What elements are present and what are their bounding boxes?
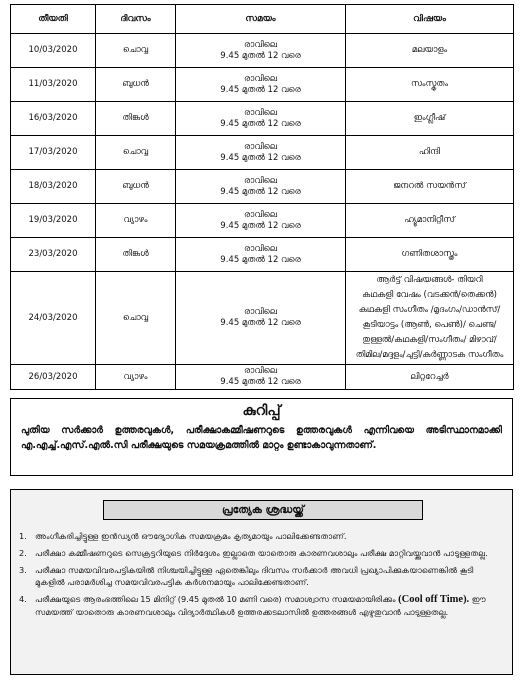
list-item [19, 547, 504, 559]
time-session: രാവിലെ [243, 366, 278, 376]
subject-line: ആർട്ട് വിഷയങ്ങൾ- തിയറി [376, 275, 483, 285]
day-cell: വ്യാഴം [96, 365, 176, 390]
cool-off-time: (Cool off Time). [398, 594, 470, 605]
time-session: രാവിലെ [243, 73, 278, 84]
subject-cell: ഹ്യൂമാനിറ്റീസ് [346, 204, 514, 238]
date-cell: 11/03/2020 [11, 68, 96, 102]
instruction-list [19, 530, 504, 623]
time-range: 9.45 മുതൽ 12 വരെ [220, 254, 301, 265]
item-text-part: പരീക്ഷയുടെ ആരംഭത്തിലെ 15 മിനിറ്റ് (9.45 മുതൽ 10 മണി വരെ) സമാശ്വാസ സമയമായിരിക്കും [35, 594, 396, 604]
subject-line: തിമില/മദ്ദളം/ചുട്ടി/കർണ്ണാടക സംഗീതം [355, 350, 504, 360]
time-cell [176, 170, 346, 204]
time-cell [176, 204, 346, 238]
subject-cell: ജനറൽ സയൻസ് [346, 170, 514, 204]
table-row [11, 170, 514, 204]
special-attention-title: പ്രത്യേക ശ്രദ്ധയ്ക്ക് [103, 500, 423, 520]
time-cell [176, 365, 346, 390]
special-attention-box [10, 489, 513, 675]
subject-cell: ലിറ്ററേച്ചർ [346, 365, 514, 390]
time-session: രാവിലെ [243, 243, 278, 254]
time-session: രാവിലെ [243, 39, 278, 50]
time-cell [176, 102, 346, 136]
time-cell [176, 34, 346, 68]
table-row [11, 365, 514, 390]
time-range: 9.45 മുതൽ 12 വരെ [220, 152, 301, 163]
list-item [19, 530, 504, 542]
item-number: 1. [19, 531, 27, 541]
date-cell: 26/03/2020 [11, 365, 96, 390]
day-cell: തിങ്കൾ [96, 102, 176, 136]
time-range: 9.45 മുതൽ 12 വരെ [220, 186, 301, 197]
time-session: രാവിലെ [243, 175, 278, 186]
time-range: 9.45 മുതൽ 12 വരെ [220, 118, 301, 129]
time-session: രാവിലെ [243, 141, 278, 152]
day-cell: വ്യാഴം [96, 204, 176, 238]
subject-line: കൂടിയാട്ടം (ആൺ, പെൺ)/ ചെണ്ട/ [362, 320, 497, 330]
item-number: 3. [19, 565, 27, 575]
subject-cell: ഇംഗ്ലീഷ് [346, 102, 514, 136]
header-subject: വിഷയം [346, 5, 514, 34]
table-row [11, 102, 514, 136]
time-range: 9.45 മുതൽ 12 വരെ [220, 318, 301, 328]
time-session: രാവിലെ [243, 307, 278, 317]
subject-cell: ഗണിതശാസ്ത്രം [346, 238, 514, 272]
item-text: പരീക്ഷാ കമ്മീഷണറുടെ സെക്രട്ടറിയുടെ നിർദ്ദേശം ഇല്ലാതെ യാതൊരു കാരണവശാലും പരീക്ഷ മാറ്റിവയ്ക്കുവാൻ പാടുള്ളതല്ല. [35, 548, 488, 558]
subject-cell [346, 272, 514, 365]
time-session: രാവിലെ [243, 209, 278, 220]
day-cell: ചൊവ്വ [96, 34, 176, 68]
day-cell: ചൊവ്വ [96, 272, 176, 365]
header-time: സമയം [176, 5, 346, 34]
day-cell: ബുധൻ [96, 170, 176, 204]
note-box [10, 398, 513, 476]
subject-line: കഥകളി വേഷം (വടക്കൻ/തെക്കൻ) [362, 290, 497, 300]
time-session: രാവിലെ [243, 107, 278, 118]
item-text-part: ഈ സമയത്ത് യാതൊരു കാരണവശാലും വിദ്യാർത്ഥികൾ ഉത്തരക്കടലാസിൽ ഉത്തരങ്ങൾ എഴുതുവാൻ പാടുള്ളതല്ല. [35, 594, 486, 617]
date-cell: 17/03/2020 [11, 136, 96, 170]
list-item [19, 593, 504, 618]
date-cell: 16/03/2020 [11, 102, 96, 136]
date-cell: 24/03/2020 [11, 272, 96, 365]
day-cell: തിങ്കൾ [96, 238, 176, 272]
time-cell [176, 136, 346, 170]
item-number: 2. [19, 548, 27, 558]
table-row [11, 238, 514, 272]
item-text [35, 593, 504, 618]
time-range: 9.45 മുതൽ 12 വരെ [220, 377, 301, 387]
subject-line: കഥകളി സംഗീതം /മൃദംഗം/ഡാൻസ്/ [358, 305, 501, 315]
date-cell: 10/03/2020 [11, 34, 96, 68]
subject-line: തുള്ളൽ/കഥകളി/സംഗീതം/ മിഴാവ്/ [362, 335, 497, 345]
note-body: പുതിയ സർക്കാർ ഉത്തരവുകൾ, പരീക്ഷാകമ്മീഷണറുടെ ഉത്തരവുകൾ എന്നിവയെ അടിസ്ഥാനമാക്കി എ.എച്ച്.എസ്.എൽ.സി പരീക്ഷയുടെ സമയക്രമത്തിൽ മാറ്റം ഉണ്ടാകാവുന്നതാണ്. [21, 425, 502, 451]
table-row [11, 68, 514, 102]
time-cell [176, 272, 346, 365]
date-cell: 19/03/2020 [11, 204, 96, 238]
table-header-row [11, 5, 514, 34]
list-item [19, 564, 504, 588]
table-row [11, 272, 514, 365]
subject-cell: മലയാളം [346, 34, 514, 68]
item-text: അംഗീകരിച്ചിട്ടുള്ള ഇൻഡ്യൻ ഔദ്യോഗിക സമയക്രമം കൃത്യമായും പാലിക്കേണ്ടതാണ്. [35, 531, 347, 541]
table-row [11, 136, 514, 170]
time-range: 9.45 മുതൽ 12 വരെ [220, 50, 301, 61]
subject-cell: ഹിന്ദി [346, 136, 514, 170]
time-range: 9.45 മുതൽ 12 വരെ [220, 220, 301, 231]
time-cell [176, 68, 346, 102]
header-day: ദിവസം [96, 5, 176, 34]
item-number: 4. [19, 594, 27, 604]
day-cell: ചൊവ്വ [96, 136, 176, 170]
date-cell: 18/03/2020 [11, 170, 96, 204]
date-cell: 23/03/2020 [11, 238, 96, 272]
header-date: തീയതി [11, 5, 96, 34]
day-cell: ബുധൻ [96, 68, 176, 102]
subject-cell: സംസ്കൃതം [346, 68, 514, 102]
table-row [11, 34, 514, 68]
exam-timetable [10, 4, 514, 390]
note-title: കുറിപ്പ് [242, 403, 281, 419]
time-range: 9.45 മുതൽ 12 വരെ [220, 84, 301, 95]
table-row [11, 204, 514, 238]
item-text: പരീക്ഷാ സമയവിവരപട്ടികയിൽ നിശ്ചയിച്ചിട്ടുള്ള ഏതെങ്കിലും ദിവസം സർക്കാർ അവധി പ്രഖ്യാപിക്കുകയാണെങ്കിൽ കൂടി മുകളിൽ പരാമർശിച്ച സമയവിവരപട്ടിക കർശനമായും പാലിക്കേണ്ടതാണ്. [35, 565, 474, 587]
time-cell [176, 238, 346, 272]
